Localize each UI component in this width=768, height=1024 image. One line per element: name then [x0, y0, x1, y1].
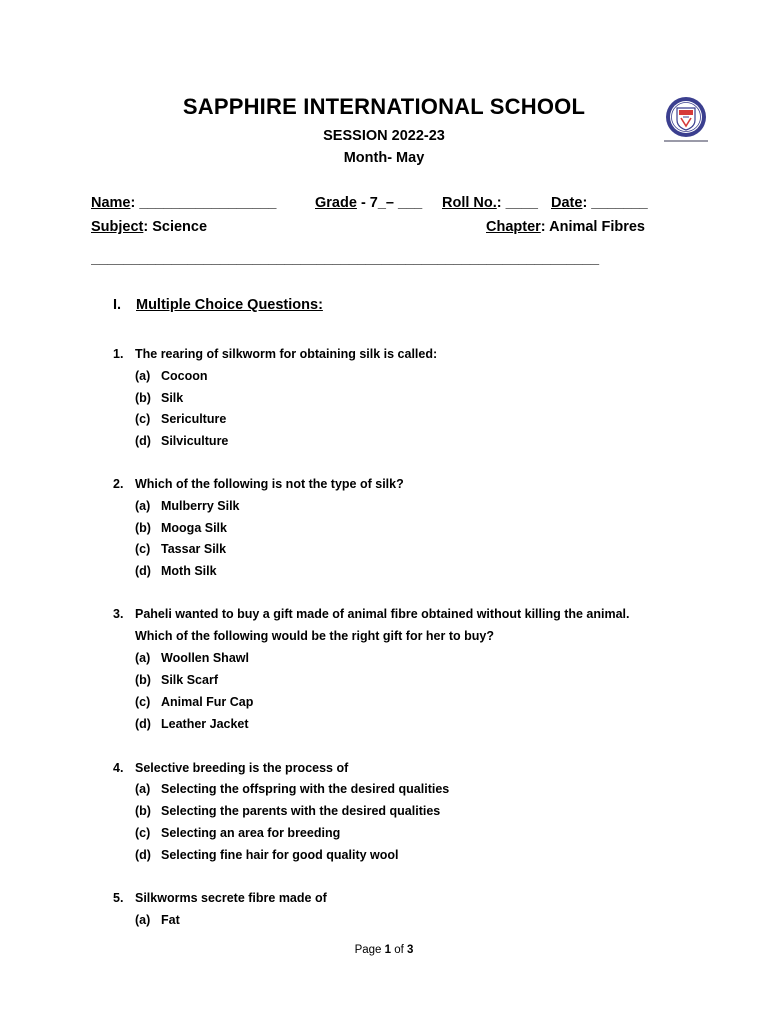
option-1d: [135, 434, 228, 448]
option-letter: (c): [135, 826, 151, 840]
option-1b: [135, 391, 183, 405]
option-text: Moth Silk: [161, 564, 217, 578]
option-text: Mulberry Silk: [161, 499, 240, 513]
subject-value: : Science: [143, 219, 208, 235]
name-label: Name: [91, 195, 131, 211]
option-text: Selecting fine hair for good quality wool: [161, 848, 399, 862]
option-letter: (d): [135, 564, 151, 578]
option-letter: (a): [135, 782, 151, 796]
roll-label: Roll No.: [442, 195, 497, 211]
option-2c: [135, 542, 226, 556]
question-text: Which of the following is not the type of silk?: [135, 477, 404, 491]
question-number: 1.: [113, 347, 124, 361]
subject-field: [91, 219, 207, 235]
question-number: 3.: [113, 607, 124, 621]
option-letter: (a): [135, 499, 151, 513]
question-text: The rearing of silkworm for obtaining silk is called:: [135, 347, 438, 361]
option-letter: (a): [135, 369, 151, 383]
question-1: [113, 347, 437, 361]
name-blank: : _________________: [130, 195, 277, 211]
option-letter: (d): [135, 434, 151, 448]
question-4: [113, 761, 348, 775]
question-number: 4.: [113, 761, 124, 775]
date-blank: : _______: [582, 195, 648, 211]
question-2: [113, 477, 404, 491]
section-heading: [113, 297, 323, 313]
option-text: Silk Scarf: [161, 673, 218, 687]
option-text: Selecting the parents with the desired qualities: [161, 804, 441, 818]
option-letter: (a): [135, 913, 151, 927]
option-letter: (b): [135, 521, 151, 535]
name-field: [91, 195, 276, 211]
question-text: Paheli wanted to buy a gift made of animal fibre obtained without killing the animal.: [135, 607, 630, 621]
month-text: Month- May: [343, 150, 425, 166]
section-number: I.: [113, 297, 122, 313]
option-text: Cocoon: [161, 369, 208, 383]
option-letter: (b): [135, 673, 151, 687]
option-3a: [135, 651, 249, 665]
question-3: [113, 607, 630, 621]
option-text: Silviculture: [161, 434, 229, 448]
option-letter: (d): [135, 848, 151, 862]
option-text: Mooga Silk: [161, 521, 227, 535]
school-name: SAPPHIRE INTERNATIONAL SCHOOL: [182, 94, 586, 119]
question-text: Silkworms secrete fibre made of: [135, 891, 327, 905]
option-letter: (c): [135, 412, 151, 426]
option-text: Animal Fur Cap: [161, 695, 254, 709]
question-3-line-2: Which of the following would be the right gift for her to buy?: [135, 629, 494, 643]
question-5: [113, 891, 327, 905]
option-letter: (c): [135, 695, 151, 709]
chapter-label: Chapter: [486, 219, 541, 235]
option-4b: [135, 804, 440, 818]
question-number: 2.: [113, 477, 124, 491]
option-2b: [135, 521, 227, 535]
option-2d: [135, 564, 217, 578]
option-3b: [135, 673, 218, 687]
subject-label: Subject: [91, 219, 144, 235]
session-text: SESSION 2022-23: [323, 128, 445, 144]
option-2a: [135, 499, 240, 513]
option-letter: (b): [135, 391, 151, 405]
option-text: Fat: [161, 913, 180, 927]
option-text: Selecting an area for breeding: [161, 826, 341, 840]
option-text: Sericulture: [161, 412, 227, 426]
question-text: Selective breeding is the process of: [135, 761, 349, 775]
grade-field: [315, 195, 422, 211]
option-text: Tassar Silk: [161, 542, 227, 556]
roll-blank: : ____: [496, 195, 538, 211]
option-letter: (d): [135, 717, 151, 731]
chapter-value: : Animal Fibres: [540, 219, 646, 235]
option-letter: (c): [135, 542, 151, 556]
option-3d: [135, 717, 249, 731]
question-number: 5.: [113, 891, 124, 905]
separator-line: _______________________________________________________________: [91, 251, 600, 267]
section-title: Multiple Choice Questions:: [136, 297, 323, 313]
option-4c: [135, 826, 340, 840]
option-4d: [135, 848, 399, 862]
chapter-field: [486, 219, 645, 235]
page-number-footer: [0, 944, 768, 956]
option-text: Leather Jacket: [161, 717, 249, 731]
grade-value: - 7_– ___: [356, 195, 423, 211]
option-3c: [135, 695, 253, 709]
roll-field: [442, 195, 538, 211]
option-1c: [135, 412, 226, 426]
grade-label: Grade: [315, 195, 357, 211]
date-field: [551, 195, 648, 211]
option-text: Selecting the offspring with the desired qualities: [161, 782, 450, 796]
option-text: Woollen Shawl: [161, 651, 249, 665]
date-label: Date: [551, 195, 583, 211]
total-pages: 3: [407, 944, 414, 956]
option-text: Silk: [161, 391, 184, 405]
current-page: 1: [384, 944, 392, 956]
option-4a: [135, 782, 449, 796]
of-word: of: [394, 944, 404, 956]
option-letter: (a): [135, 651, 151, 665]
option-letter: (b): [135, 804, 151, 818]
option-5a: [135, 913, 180, 927]
page-word: Page: [354, 944, 382, 956]
option-1a: [135, 369, 208, 383]
